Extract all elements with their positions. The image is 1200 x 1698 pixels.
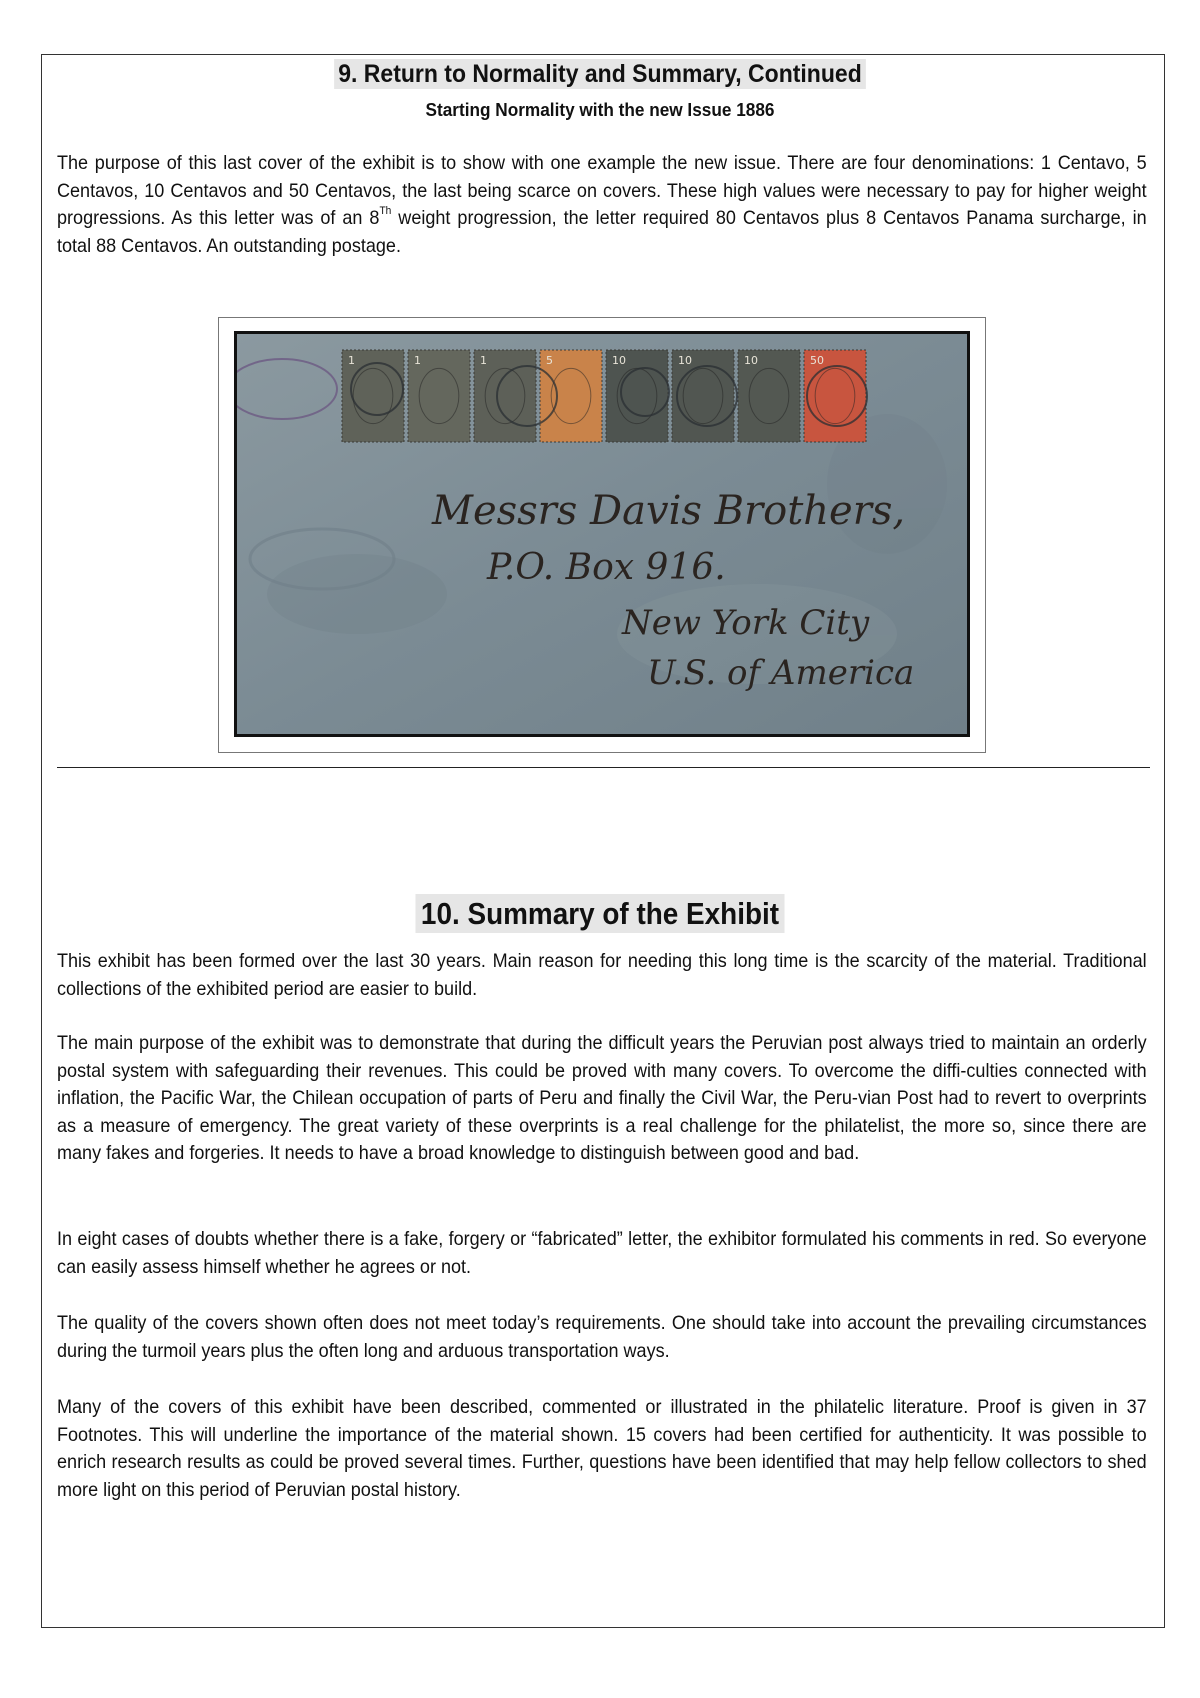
- stamp-8: [804, 350, 866, 442]
- stamp-6: [672, 350, 734, 442]
- summary-paragraph-1: This exhibit has been formed over the last 30 years. Main reason for needing this long time is the scarcity of the material. Traditional collections of the exhibited period are easier to build.: [57, 950, 1147, 1000]
- summary-paragraph-3: In eight cases of doubts whether there is a fake, forgery or “fabricated” letter, the exhibitor formulated his comments in red. So everyone can easily assess himself whether he agrees or not.: [57, 1228, 1147, 1278]
- stamp-2: [408, 350, 470, 442]
- section-10-title-text: 10. Summary of the Exhibit: [416, 894, 785, 933]
- address-line-3: New York City: [622, 603, 870, 643]
- page-border: [41, 54, 1165, 1628]
- postal-cover-image: [234, 331, 970, 737]
- stamp-7: [738, 350, 800, 442]
- stamp-5: [606, 350, 668, 442]
- summary-paragraph-4: The quality of the covers shown often does not meet today’s requirements. One should take into account the prevailing circumstances during the turmoil years plus the often long and arduous transportation ways.: [57, 1312, 1147, 1362]
- address-line-2: P.O. Box 916.: [487, 547, 726, 588]
- stamp-value-label: 10: [612, 354, 626, 367]
- section-9-paragraph-end: weight progression, the letter required 80 Centavos plus 8 Centavos Panama surcharge, in total 88 Centavos. An outstanding postage.: [57, 207, 1147, 257]
- stamp-value-label: 1: [414, 354, 421, 367]
- summary-paragraph-2: The main purpose of the exhibit was to demonstrate that during the difficult years the Peruvian post always tried to maintain an orderly postal system with safeguarding their revenues. This could be proved with many covers. To overcome the diffi-culties connected with inflation, the Pacific War, the Chilean occupation of parts of Peru and finally the Civil War, the Peru-vian Post had to revert to overprints as a measure of emergency. The great variety of these overprints is a real challenge for the philatelist, the more so, since there are many fakes and forgeries. It needs to have a broad knowledge to distinguish between good and bad.: [57, 1032, 1147, 1164]
- superscript-th: Th: [379, 205, 392, 217]
- section-9-paragraph-start: The purpose of this last cover of the exhibit is to show with one example the new issue. There are four denominations: 1 Centavo, 5 Centavos, 10 Centavos and 50 Centavos, the last being scarce on covers. These high values were necessary to pay for higher weight progressions. As this letter was of an 8: [57, 152, 1147, 229]
- section-divider: [57, 767, 1150, 768]
- stamp-value-label: 10: [678, 354, 692, 367]
- section-9-subtitle: Starting Normality with the new Issue 1886: [425, 99, 775, 120]
- stamp-value-label: 1: [348, 354, 355, 367]
- section-10-title: [60, 896, 1140, 932]
- stamp-value-label: 5: [546, 354, 553, 367]
- summary-paragraph-5: Many of the covers of this exhibit have been described, commented or illustrated in the philatelic literature. Proof is given in 37 Footnotes. This will underline the importance of the material shown. 15 covers had been certified for authenticity. It was possible to enrich research results as could be proved several times. Further, questions have been identified that may help fellow collectors to shed more light on this period of Peruvian postal history.: [57, 1396, 1147, 1501]
- section-9-title: [48, 60, 1152, 89]
- stamp-value-label: 10: [744, 354, 758, 367]
- postal-cover-illustration: [237, 334, 967, 734]
- section-9-paragraph: [57, 150, 1147, 260]
- address-line-1: Messrs Davis Brothers,: [432, 488, 906, 534]
- stamp-value-label: 1: [480, 354, 487, 367]
- address-line-4: U.S. of America: [647, 653, 915, 693]
- cover-image-frame: [218, 317, 986, 753]
- section-9-title-text: 9. Return to Normality and Summary, Continued: [335, 59, 866, 89]
- stamp-4: [540, 350, 602, 442]
- stamp-3: [474, 350, 536, 442]
- stamp-value-label: 50: [810, 354, 824, 367]
